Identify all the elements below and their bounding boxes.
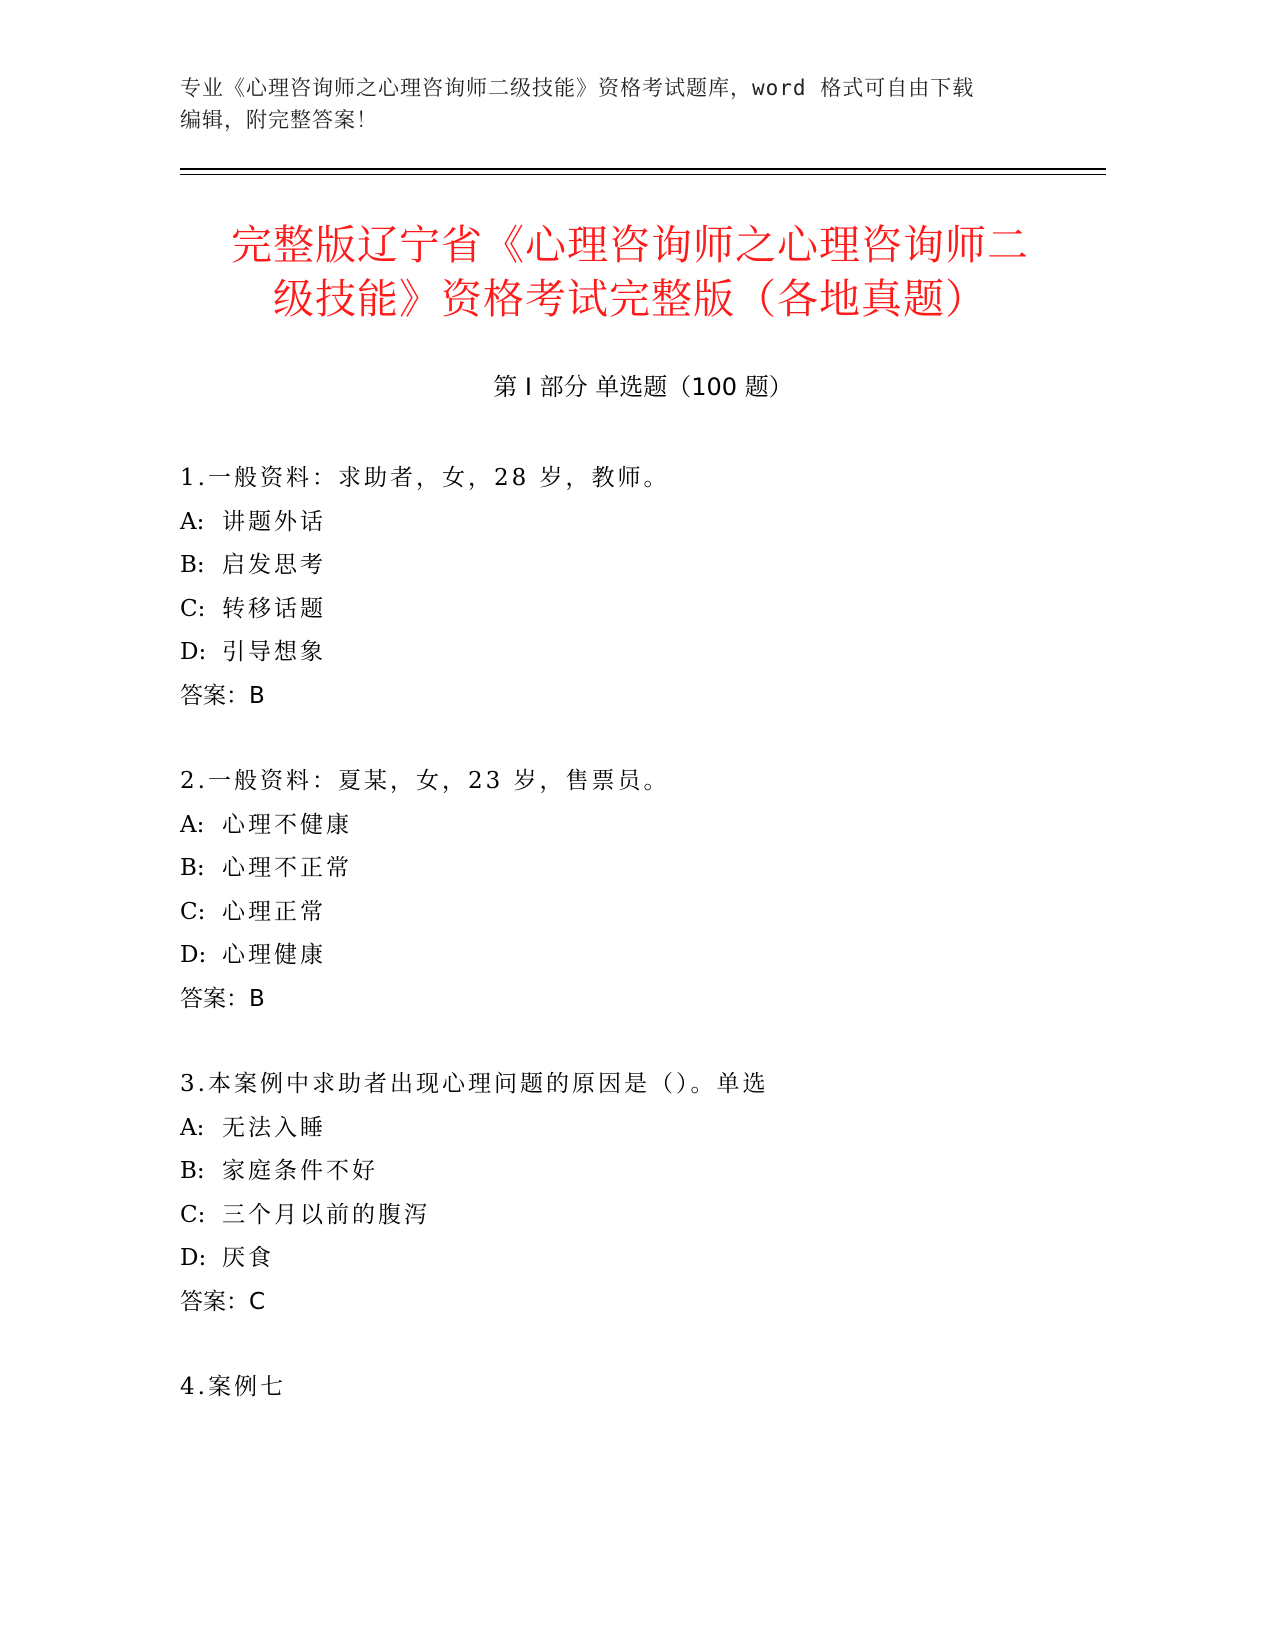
option-text: 启发思考 (222, 552, 326, 578)
option-key: B: (180, 552, 205, 578)
answer: 答案：C (180, 1288, 266, 1315)
option-text: 家庭条件不好 (222, 1158, 378, 1184)
option-key: D: (180, 942, 207, 968)
header-divider-thick (180, 168, 1106, 170)
option-text: 三个月以前的腹泻 (222, 1201, 430, 1228)
section-title: 第 I 部分 单选题（100 题） (493, 373, 793, 401)
option-c (180, 588, 1106, 632)
option-d (180, 631, 1106, 675)
answer: 答案：B (180, 682, 265, 709)
option-d (180, 1237, 1106, 1281)
option-text: 心理不正常 (222, 855, 352, 881)
option-text: 厌食 (222, 1245, 274, 1271)
question-stem: 1.一般资料：求助者，女，28 岁，教师。 (180, 465, 670, 491)
option-key: D: (180, 639, 207, 665)
option-text: 心理健康 (222, 942, 326, 968)
option-text: 心理正常 (222, 898, 326, 925)
question-1 (180, 457, 1106, 718)
option-key: D: (180, 1245, 207, 1271)
option-c (180, 1194, 1106, 1238)
option-text: 转移话题 (222, 595, 326, 622)
option-key: B: (180, 1158, 205, 1184)
document-title-line-1: 完整版辽宁省《心理咨询师之心理咨询师二 (231, 221, 1029, 269)
header-note (180, 72, 1060, 136)
option-d (180, 934, 1106, 978)
option-key: A: (180, 811, 205, 838)
question-stem: 2.一般资料：夏某，女，23 岁，售票员。 (180, 768, 670, 794)
option-a (180, 1107, 1106, 1151)
option-b (180, 847, 1106, 891)
option-key: C: (180, 898, 206, 925)
option-key: C: (180, 595, 206, 622)
option-b (180, 544, 1106, 588)
header-note-line-2: 编辑，附完整答案！ (180, 108, 378, 132)
option-a (180, 501, 1106, 545)
answer: 答案：B (180, 985, 265, 1012)
option-key: B: (180, 855, 205, 881)
question-stem: 4.案例七 (180, 1374, 286, 1400)
option-c (180, 891, 1106, 935)
header-divider-thin (180, 174, 1106, 175)
question-stem: 3.本案例中求助者出现心理问题的原因是（）。单选 (180, 1071, 769, 1097)
option-b (180, 1150, 1106, 1194)
question-4 (180, 1366, 1106, 1410)
option-text: 引导想象 (222, 639, 326, 665)
question-list (180, 457, 1106, 1452)
option-key: C: (180, 1201, 206, 1228)
option-key: A: (180, 1114, 205, 1141)
header-note-line-1: 专业《心理咨询师之心理咨询师二级技能》资格考试题库，word 格式可自由下载 (180, 76, 975, 100)
question-3 (180, 1063, 1106, 1324)
option-text: 无法入睡 (222, 1114, 326, 1141)
option-text: 心理不健康 (222, 811, 352, 838)
option-a (180, 804, 1106, 848)
question-2 (180, 760, 1106, 1021)
document-title-line-2: 级技能》资格考试完整版（各地真题） (273, 275, 987, 323)
option-key: A: (180, 508, 205, 535)
option-text: 讲题外话 (222, 508, 326, 535)
document-title (150, 218, 1110, 326)
